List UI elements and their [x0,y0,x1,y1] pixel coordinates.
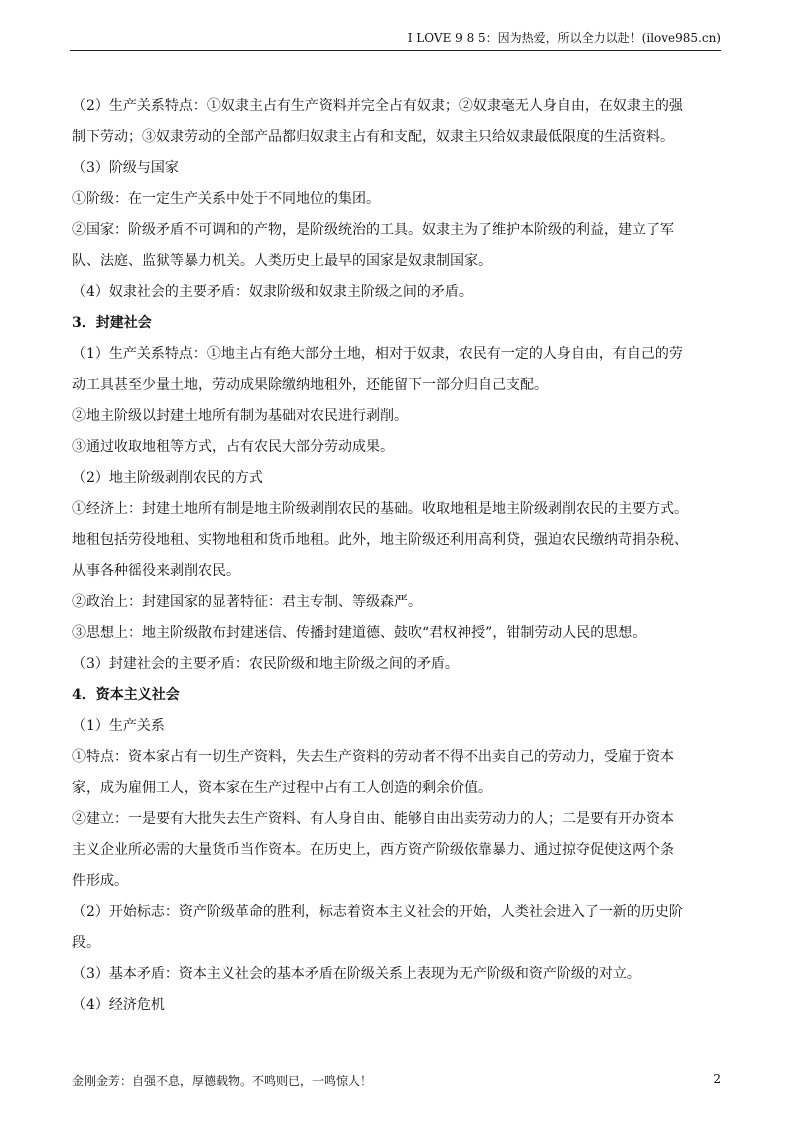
text-line: （2）开始标志：资产阶级革命的胜利，标志着资本主义社会的开始，人类社会进入了一新的历史阶 [72,904,683,920]
text-line: 动工具甚至少量土地，劳动成果除缴纳地租外，还能留下一部分归自己支配。 [72,377,548,393]
text-line: （1）生产关系 [72,718,165,734]
text-line: 家，成为雇佣工人，资本家在生产过程中占有工人创造的剩余价值。 [72,780,492,796]
text-line: 段。 [72,935,100,951]
text-line: ①经济上：封建土地所有制是地主阶级剥削农民的基础。收取地租是地主阶级剥削农民的主要方式。 [72,501,688,517]
text-line: （4）经济危机 [72,997,165,1013]
text-line: （2）地主阶级剥削农民的方式 [72,470,263,486]
page-number: 2 [713,1072,721,1086]
text-line: 队、法庭、监狱等暴力机关。人类历史上最早的国家是奴隶制国家。 [72,253,492,269]
text-line: 从事各种徭役来剥削农民。 [72,563,240,579]
header-text: I LOVE 9 8 5：因为热爱，所以全力以赴！(ilove985.cn) [407,31,721,45]
text-line: （4）奴隶社会的主要矛盾：奴隶阶级和奴隶主阶级之间的矛盾。 [72,284,473,300]
text-line: （1）生产关系特点：①地主占有绝大部分土地，相对于奴隶，农民有一定的人身自由，有自己的劳 [72,346,683,362]
text-line: （3）封建社会的主要矛盾：农民阶级和地主阶级之间的矛盾。 [72,656,459,672]
text-line: ②建立：一是要有大批失去生产资料、有人身自由、能够自由出卖劳动力的人；二是要有开办资本 [72,811,674,827]
text-line: （3）阶级与国家 [72,160,179,176]
text-line: （3）基本矛盾：资本主义社会的基本矛盾在阶级关系上表现为无产阶级和资产阶级的对立。 [72,966,641,982]
text-line: 主义企业所必需的大量货币当作资本。在历史上，西方资产阶级依靠暴力、通过掠夺促使这两个条 [72,842,674,858]
text-line: ①阶级：在一定生产关系中处于不同地位的集团。 [72,191,380,207]
text-line: ②国家：阶级矛盾不可调和的产物，是阶级统治的工具。奴隶主为了维护本阶级的利益，建立了军 [72,222,674,238]
text-line: 地租包括劳役地租、实物地租和货币地租。此外，地主阶级还利用高利贷，强迫农民缴纳苛捐杂税、 [72,532,688,548]
text-line: ②政治上：封建国家的显著特征：君主专制、等级森严。 [72,594,422,610]
text-line: 制下劳动；③奴隶劳动的全部产品都归奴隶主占有和支配，奴隶主只给奴隶最低限度的生活资料。 [72,129,674,145]
text-line: ①特点：资本家占有一切生产资料，失去生产资料的劳动者不得不出卖自己的劳动力，受雇于资本 [72,749,674,765]
section-heading: 3．封建社会 [72,315,152,331]
text-line: ②地主阶级以封建土地所有制为基础对农民进行剥削。 [72,408,408,424]
text-line: ③思想上：地主阶级散布封建迷信、传播封建道德、鼓吹“君权神授”，钳制劳动人民的思想。 [72,625,647,641]
document-body [72,91,724,1021]
footer-motto: 金刚金芳：自强不息，厚德载物。不鸣则已，一鸣惊人！ [72,1074,373,1088]
text-line: ③通过收取地租等方式，占有农民大部分劳动成果。 [72,439,394,455]
page-header [70,28,721,51]
section-heading: 4．资本主义社会 [72,687,180,703]
text-line: （2）生产关系特点：①奴隶主占有生产资料并完全占有奴隶；②奴隶毫无人身自由，在奴隶主的强 [72,98,683,114]
text-line: 件形成。 [72,873,128,889]
